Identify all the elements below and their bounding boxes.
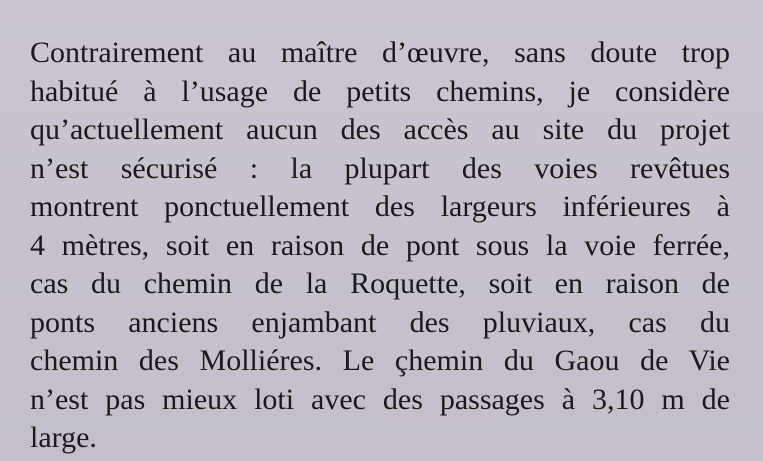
- text-line: habitué à l’usage de petits chemins, je considère: [30, 74, 730, 108]
- text-line-last: large.: [30, 421, 97, 454]
- text-line: montrent ponctuellement des largeurs inférieures à: [30, 190, 730, 223]
- text-line: cas du chemin de la Roquette, soit en raison de: [30, 267, 730, 300]
- text-line: ponts anciens enjambant des pluviaux, cas du: [30, 305, 730, 339]
- document-paragraph: [30, 34, 730, 458]
- text-line: n’est sécurisé : la plupart des voies revêtues: [30, 151, 730, 185]
- text-line: chemin des Molliéres. Le çhemin du Gaou de Vie: [30, 344, 730, 377]
- text-line: Contrairement au maître d’œuvre, sans doute trop: [30, 36, 730, 69]
- text-line: qu’actuellement aucun des accès au site du projet: [30, 113, 730, 146]
- text-line: 4 mètres, soit en raison de pont sous la voie ferrée,: [30, 228, 730, 262]
- text-line: n’est pas mieux loti avec des passages à 3,10 m de: [30, 382, 730, 416]
